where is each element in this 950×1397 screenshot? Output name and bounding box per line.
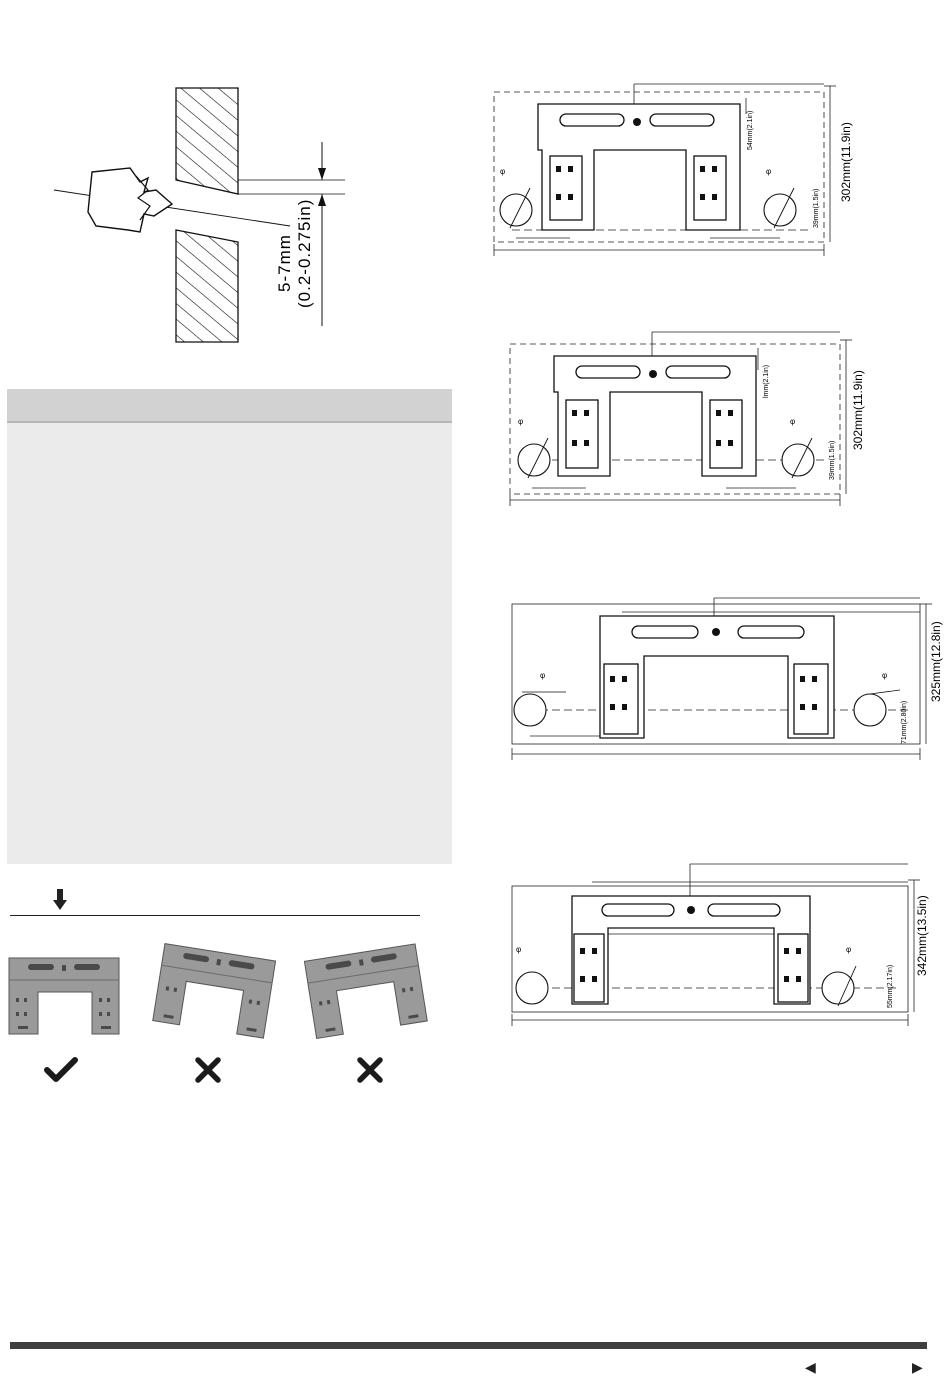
pipe-hole-right: [782, 444, 814, 476]
down-arrow-icon: [53, 889, 67, 911]
cross-icon: [194, 1056, 222, 1084]
bottom-offset-label: 39mm(1.5in): [829, 440, 836, 480]
bracket-diagram-3: [508, 592, 948, 762]
bottom-offset-label: 71mm(2.80in): [901, 700, 908, 744]
pipe-hole-right: [764, 194, 796, 226]
svg-text:φ: φ: [846, 945, 852, 954]
svg-text:φ: φ: [500, 167, 506, 176]
svg-text:φ: φ: [766, 167, 772, 176]
cross-icon: [356, 1056, 384, 1084]
pipe-hole-right: [854, 694, 886, 726]
plate-level-example: [6, 956, 124, 1038]
wall-upper: [176, 88, 238, 194]
height-dimension-label: 325mm(12.8in): [929, 621, 943, 702]
top-offset-label: lmm(2.1in): [763, 364, 770, 398]
page-footer-bar: [10, 1342, 927, 1349]
height-dimension-label: 302mm(11.9in): [839, 122, 853, 202]
svg-text:φ: φ: [790, 417, 796, 426]
plate-tilted-right-example: [298, 938, 436, 1046]
prev-page-icon[interactable]: ◀: [805, 1359, 816, 1375]
height-dimension-label: 302mm(11.9in): [851, 370, 865, 450]
svg-text:φ: φ: [540, 671, 546, 680]
top-offset-label: 54mm(2.1in): [747, 110, 754, 150]
drill-depth-figure: [40, 80, 370, 350]
note-panel: [7, 389, 452, 864]
pipe-hole-right: [822, 972, 854, 1004]
section-divider: [10, 915, 420, 916]
bottom-offset-label: 55mm(2.17in): [887, 964, 894, 1008]
pipe-hole-left: [516, 972, 548, 1004]
bracket-diagram-4: [508, 858, 948, 1028]
note-panel-header: [7, 389, 452, 423]
next-page-icon[interactable]: ▶: [912, 1359, 923, 1375]
plate-tilted-left-example: [146, 938, 284, 1046]
bottom-offset-label: 39mm(1.5in): [813, 188, 820, 228]
drill-depth-label-inches: (0.2-0.275in): [295, 198, 314, 308]
bracket-diagram-1: [490, 78, 860, 258]
svg-text:φ: φ: [882, 671, 888, 680]
bracket-diagram-2: [506, 326, 876, 506]
drill-depth-label: 5-7mm: [275, 234, 294, 292]
svg-text:φ: φ: [516, 945, 522, 954]
wall-lower: [176, 230, 238, 342]
pipe-hole-left: [518, 444, 550, 476]
drill-bit-icon: [88, 168, 172, 232]
svg-text:φ: φ: [518, 417, 524, 426]
height-dimension-label: 342mm(13.5in): [915, 895, 929, 976]
check-icon: [44, 1056, 78, 1084]
pipe-hole-left: [514, 694, 546, 726]
pipe-hole-left: [500, 194, 532, 226]
